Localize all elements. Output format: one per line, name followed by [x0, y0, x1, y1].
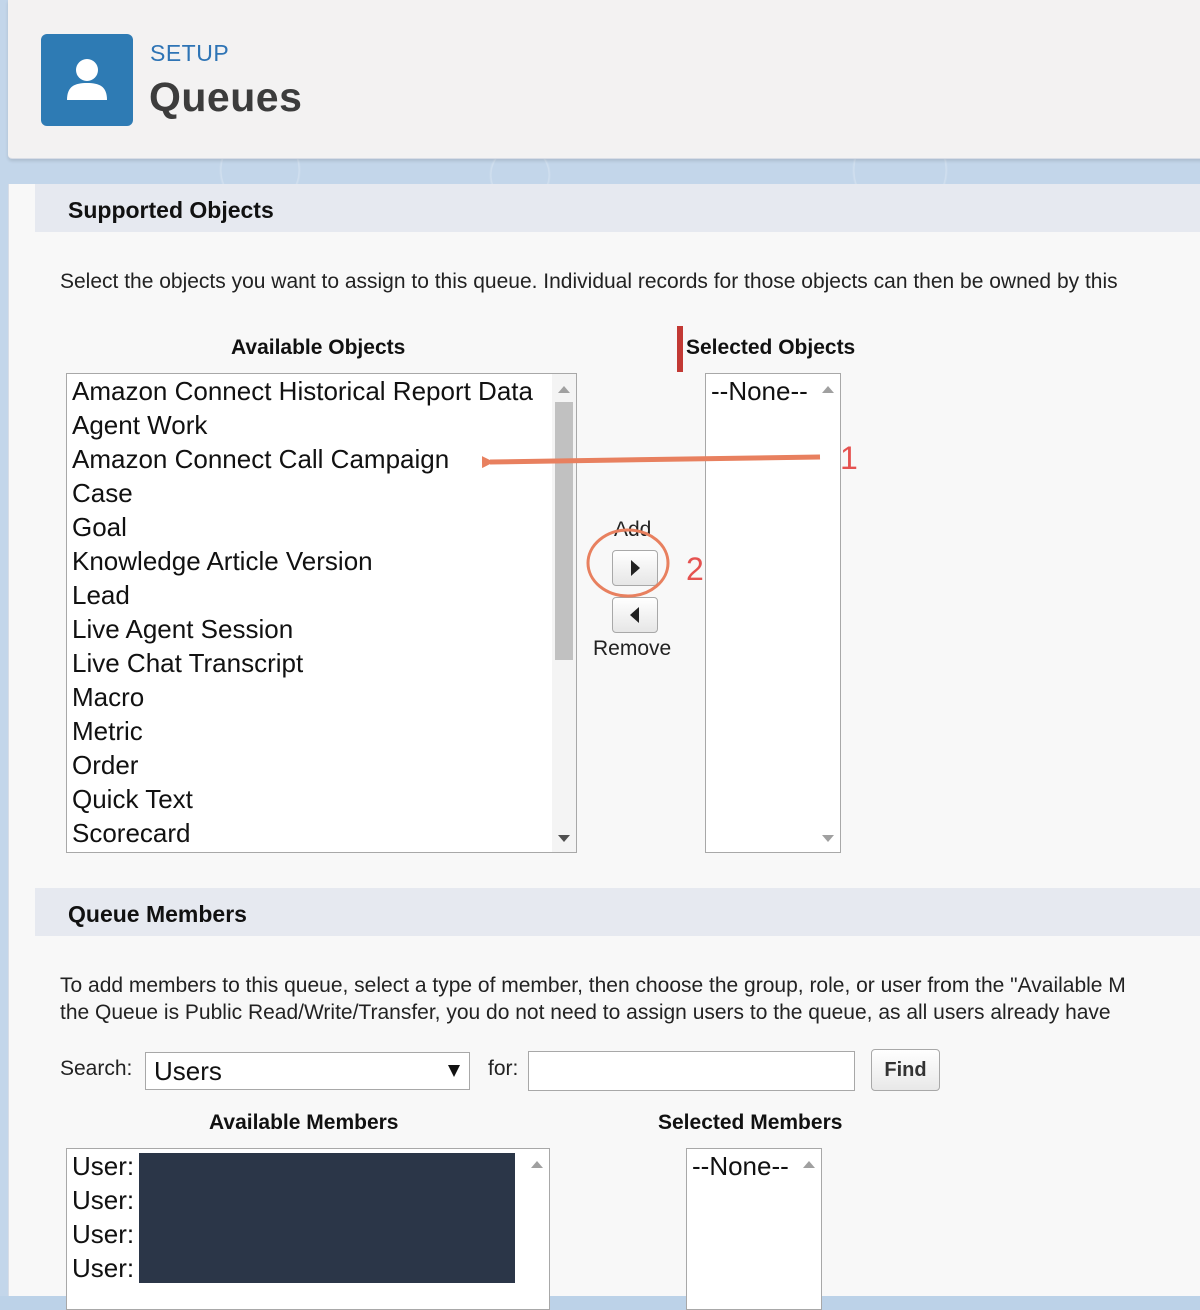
queue-members-description-2: the Queue is Public Read/Write/Transfer, you do not need to assign users to the queue, as all users already have: [60, 1001, 1111, 1024]
scroll-thumb[interactable]: [555, 402, 573, 660]
chevron-down-icon: [448, 1065, 460, 1077]
for-label: for:: [488, 1057, 519, 1080]
find-button[interactable]: Find: [871, 1049, 940, 1091]
section-title: Queue Members: [68, 901, 247, 927]
scroll-up-icon[interactable]: [822, 386, 834, 393]
list-item[interactable]: Case: [72, 478, 133, 508]
search-label: Search:: [60, 1057, 133, 1080]
list-item[interactable]: Live Chat Transcript: [72, 648, 304, 678]
scroll-up-icon[interactable]: [531, 1161, 543, 1168]
available-objects-items: [67, 374, 576, 850]
list-item[interactable]: Scorecard: [72, 818, 191, 848]
content-panel: [8, 184, 1200, 1296]
list-item[interactable]: User:: [72, 1185, 135, 1215]
available-members-label: Available Members: [209, 1111, 399, 1134]
available-objects-label: Available Objects: [231, 336, 406, 359]
list-item[interactable]: Macro: [72, 682, 145, 712]
page-title: Queues: [149, 74, 303, 120]
scrollbar[interactable]: [552, 374, 576, 852]
list-item[interactable]: Knowledge Article Version: [72, 546, 373, 576]
arrow-left-icon: [630, 607, 639, 623]
scrollbar[interactable]: [525, 1149, 549, 1309]
remove-label: Remove: [593, 637, 672, 660]
add-button[interactable]: [612, 550, 658, 586]
section-title: Supported Objects: [68, 197, 274, 223]
queue-members-header: [35, 888, 1200, 936]
member-type-value: Users: [154, 1056, 222, 1086]
available-members-list[interactable]: [66, 1148, 550, 1310]
list-item[interactable]: Lead: [72, 580, 130, 610]
add-label: Add: [614, 518, 652, 541]
available-objects-list[interactable]: [66, 373, 577, 853]
list-item[interactable]: Goal: [72, 512, 127, 542]
list-item[interactable]: Metric: [72, 716, 143, 746]
arrow-right-icon: [631, 560, 640, 576]
selected-members-list[interactable]: [686, 1148, 822, 1310]
required-indicator: [677, 326, 683, 372]
list-item[interactable]: Amazon Connect Call Campaign: [72, 444, 450, 474]
selected-objects-list[interactable]: [705, 373, 841, 853]
list-item[interactable]: --None--: [692, 1151, 789, 1181]
scrollbar[interactable]: [816, 374, 840, 852]
redacted-block: [139, 1153, 515, 1283]
list-item[interactable]: User:: [72, 1219, 135, 1249]
selected-members-label: Selected Members: [658, 1111, 843, 1134]
page-header: [8, 0, 1200, 159]
supported-objects-description: Select the objects you want to assign to this queue. Individual records for those objects can then be owned by this: [60, 270, 1118, 293]
annotation-step-1: 1: [840, 440, 858, 476]
member-type-select[interactable]: [145, 1052, 470, 1090]
user-icon: [41, 34, 133, 126]
list-item[interactable]: Order: [72, 750, 139, 780]
list-item[interactable]: --None--: [711, 376, 808, 406]
list-item[interactable]: Quick Text: [72, 784, 193, 814]
scroll-down-icon[interactable]: [558, 835, 570, 842]
search-input[interactable]: [528, 1051, 855, 1091]
supported-objects-header: [35, 184, 1200, 232]
scroll-up-icon[interactable]: [558, 386, 570, 393]
scroll-up-icon[interactable]: [803, 1161, 815, 1168]
list-item[interactable]: User:: [72, 1151, 135, 1181]
queue-members-description-1: To add members to this queue, select a type of member, then choose the group, role, or user from the "Available M: [60, 974, 1126, 997]
list-item[interactable]: Amazon Connect Historical Report Data: [72, 376, 533, 406]
selected-objects-label: Selected Objects: [686, 336, 856, 359]
list-item[interactable]: Agent Work: [72, 410, 208, 440]
scrollbar[interactable]: [797, 1149, 821, 1309]
remove-button[interactable]: [612, 597, 658, 633]
breadcrumb[interactable]: SETUP: [150, 40, 230, 66]
scroll-down-icon[interactable]: [822, 835, 834, 842]
list-item[interactable]: User:: [72, 1253, 135, 1283]
list-item[interactable]: Live Agent Session: [72, 614, 294, 644]
annotation-step-2: 2: [686, 551, 704, 587]
